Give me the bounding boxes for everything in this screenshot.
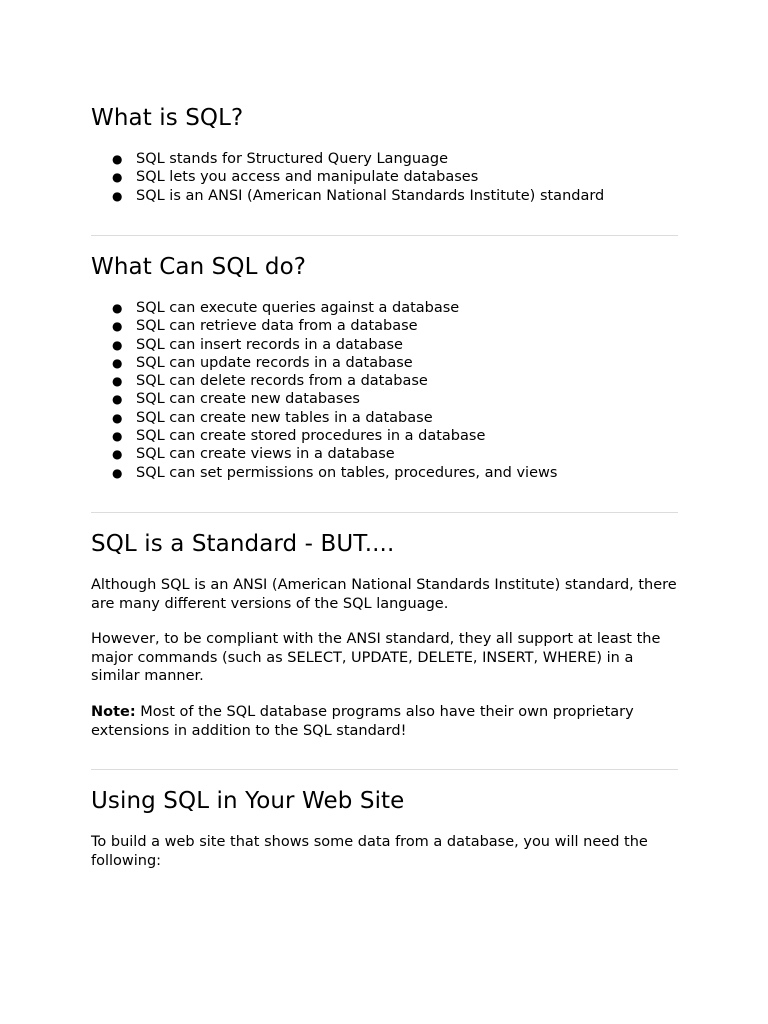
list-what-can-sql-do: [91, 299, 557, 482]
bullet-icon: ●: [112, 465, 123, 480]
bullet-icon: ●: [112, 301, 123, 315]
bullet-icon: ●: [112, 410, 123, 425]
bullet-icon: ●: [112, 392, 123, 407]
list-what-is-sql: [91, 150, 604, 205]
section-divider: [91, 769, 678, 770]
paragraph: However, to be compliant with the ANSI standard, they all support at least the major commands (such as SELECT, UPDATE, DELETE, INSERT, WHERE) in a similar manner.: [91, 631, 661, 684]
list-item: ● SQL can insert records in a database: [112, 336, 403, 353]
bullet-icon: ●: [112, 170, 123, 185]
bullet-icon: ●: [112, 374, 123, 389]
section-divider: [91, 235, 678, 236]
list-item: ● SQL can set permissions on tables, procedures, and views: [112, 464, 558, 481]
heading-what-is-sql: What is SQL?: [91, 105, 244, 131]
bullet-icon: ●: [112, 355, 123, 370]
bullet-icon: ●: [112, 337, 123, 352]
bullet-icon: ●: [112, 447, 123, 462]
section-divider: [91, 512, 678, 513]
paragraph: Although SQL is an ANSI (American National Standards Institute) standard, there are many different versions of the SQL language.: [91, 577, 677, 612]
heading-what-can-sql-do: What Can SQL do?: [91, 254, 307, 280]
list-item: ● SQL can execute queries against a database: [112, 300, 460, 316]
list-item: ● SQL stands for Structured Query Language: [112, 151, 449, 167]
heading-sql-is-a-standard: SQL is a Standard - BUT....: [91, 531, 395, 557]
list-item: ● SQL lets you access and manipulate databases: [112, 169, 479, 186]
bullet-icon: ●: [112, 188, 123, 203]
note-text: Most of the SQL database programs also have their own proprietary extensions in addition to the SQL standard!: [91, 704, 634, 739]
list-item: ● SQL can delete records from a database: [112, 373, 428, 390]
note-paragraph: [91, 703, 679, 740]
bullet-icon: ●: [112, 152, 123, 166]
list-item: ● SQL can update records in a database: [112, 354, 413, 371]
note-label: Note:: [91, 704, 136, 720]
bullet-icon: ●: [112, 429, 123, 444]
list-item: ● SQL can create stored procedures in a database: [112, 428, 486, 445]
list-item: ● SQL can retrieve data from a database: [112, 318, 418, 335]
paragraph: To build a web site that shows some data from a database, you will need the following:: [91, 834, 648, 869]
heading-using-sql-in-web-site: Using SQL in Your Web Site: [91, 788, 405, 814]
list-item: ● SQL can create views in a database: [112, 446, 395, 463]
list-item: ● SQL is an ANSI (American National Standards Institute) standard: [112, 187, 605, 204]
list-item: ● SQL can create new databases: [112, 391, 360, 408]
bullet-icon: ●: [112, 319, 123, 334]
list-item: ● SQL can create new tables in a database: [112, 409, 433, 426]
